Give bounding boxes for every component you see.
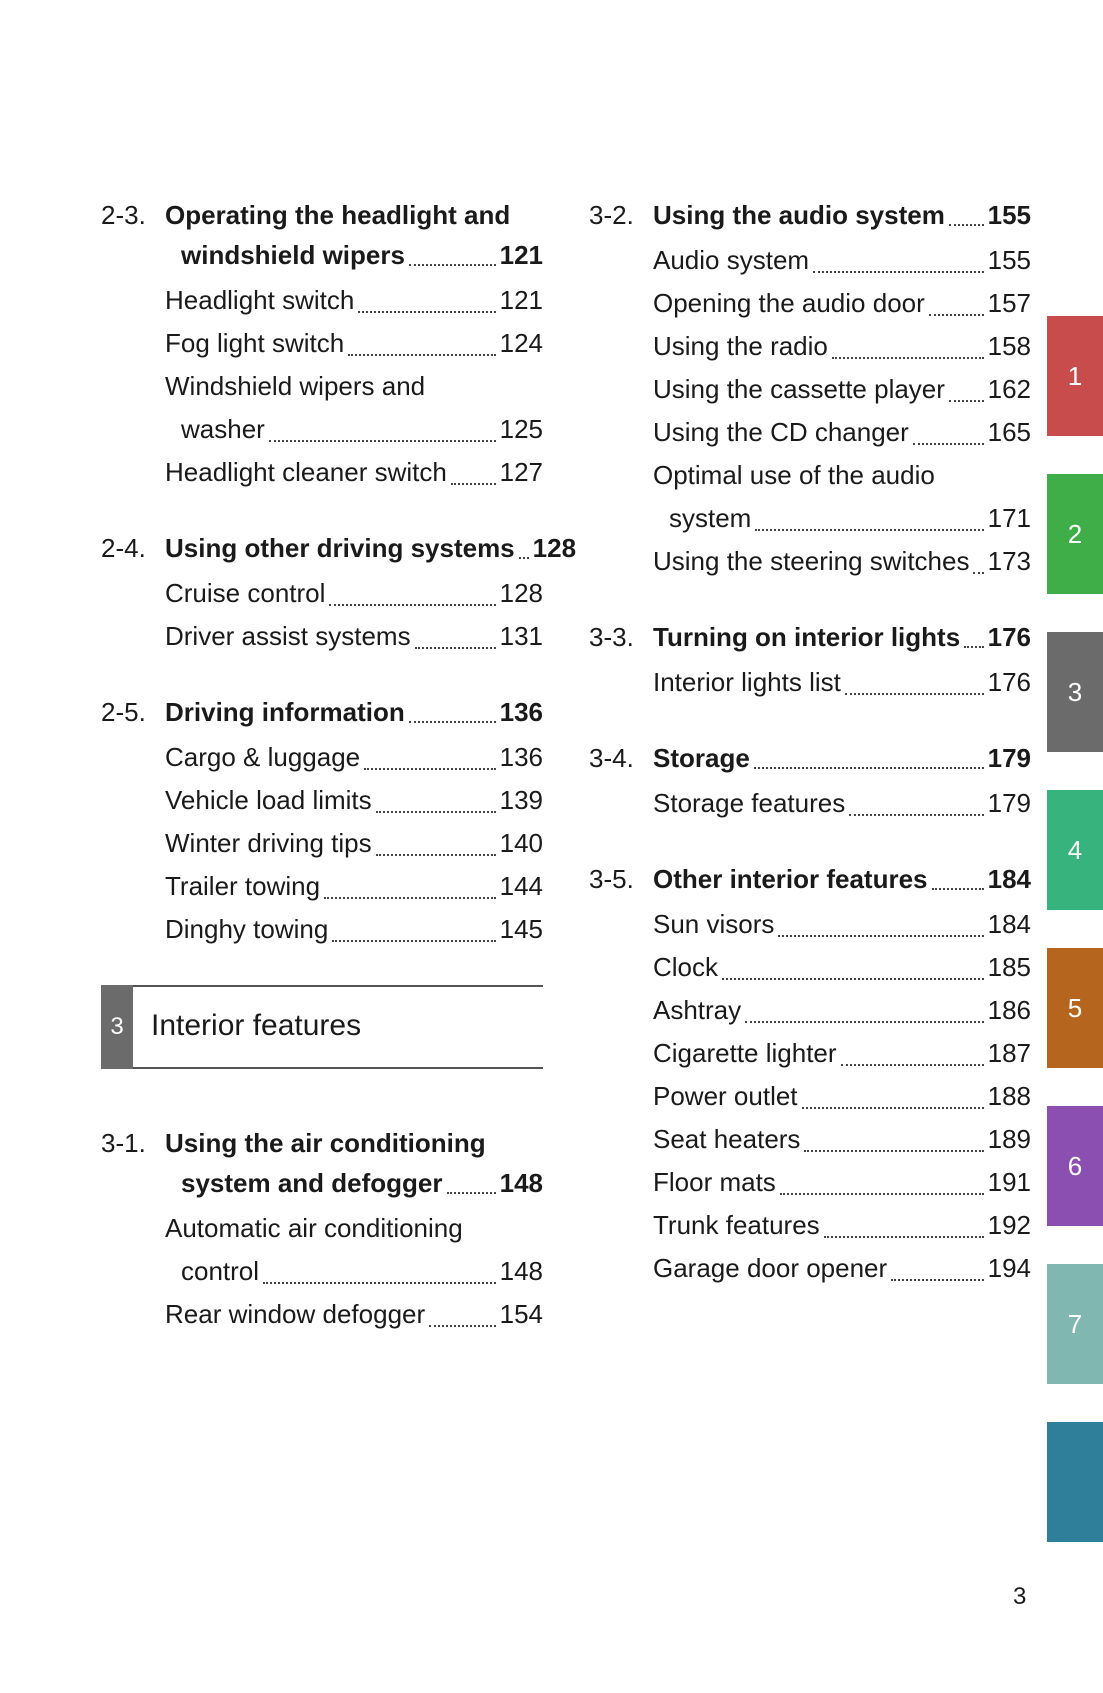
leader-dots [778,935,983,937]
toc-entry[interactable] [589,239,1031,282]
leader-dots [804,1150,983,1152]
leader-dots [348,354,495,356]
entry-page: 136 [499,742,543,772]
leader-dots [519,557,529,559]
toc-entry[interactable] [589,661,1031,704]
leader-dots [447,1192,496,1194]
chapter-number: 3 [101,985,133,1069]
entry-text: Ashtray [653,995,742,1025]
entry-page: 185 [987,952,1031,982]
toc-entry[interactable] [101,572,543,615]
entry-list [589,782,1031,825]
section-number: 3-2. [589,200,634,230]
entry-row [653,1075,1031,1118]
entry-row [165,908,543,951]
entry-list [101,736,543,951]
toc-entry[interactable] [589,1247,1031,1290]
section-title-row [653,617,1031,657]
entry-text-continued: system [669,503,752,533]
leader-dots [429,1325,495,1327]
leader-dots [329,604,495,606]
toc-entry[interactable] [101,736,543,779]
entry-page: 145 [499,914,543,944]
entry-page: 125 [499,414,543,444]
entry-text: Driver assist systems [165,621,411,651]
entry-text: Floor mats [653,1167,776,1197]
section-heading[interactable] [101,195,543,275]
toc-entry[interactable] [101,365,543,451]
entry-page: 165 [987,417,1031,447]
leader-dots [376,854,496,856]
section-page: 184 [987,864,1031,894]
entry-text: Cruise control [165,578,326,608]
entry-row [165,865,543,908]
leader-dots [409,721,496,723]
entry-row [653,1247,1031,1290]
entry-page: 121 [499,285,543,315]
leader-dots [849,814,983,816]
entry-row [653,1161,1031,1204]
section-number: 3-4. [589,743,634,773]
toc-section [101,195,543,494]
thumb-tab[interactable] [1047,1422,1103,1542]
entry-text: Using the steering switches [653,546,970,576]
entry-row [165,572,543,615]
section-number: 2-5. [101,697,146,727]
entry-page: 144 [499,871,543,901]
entry-text: Dinghy towing [165,914,329,944]
section-heading[interactable] [589,859,1031,899]
section-title-row [653,859,1031,899]
leader-dots [364,768,495,770]
leader-dots [802,1107,984,1109]
toc-entry[interactable] [589,411,1031,454]
section-title-text: Turning on interior lights [653,622,961,652]
entry-list [101,1207,543,1336]
thumb-tab[interactable]: 5 [1047,948,1103,1068]
section-title-text: Using the audio system [653,200,945,230]
entry-text: Audio system [653,245,810,275]
leader-dots [324,897,496,899]
section-page: 179 [987,743,1031,773]
entry-text: Garage door opener [653,1253,888,1283]
entry-text: Cargo & luggage [165,742,361,772]
entry-row [653,661,1031,704]
entry-row [653,989,1031,1032]
entry-text: Automatic air conditioning [165,1213,463,1243]
toc-entry[interactable] [101,1293,543,1336]
entry-page: 188 [987,1081,1031,1111]
entry-row [653,1118,1031,1161]
entry-row [165,615,543,658]
leader-dots [263,1282,496,1284]
toc-entry[interactable] [101,451,543,494]
thumb-tab[interactable]: 6 [1047,1106,1103,1226]
thumb-tab[interactable]: 3 [1047,632,1103,752]
section-title-row [165,1163,543,1203]
entry-row [653,1032,1031,1075]
entry-page: 176 [987,667,1031,697]
entry-page: 187 [987,1038,1031,1068]
section-number: 3-5. [589,864,634,894]
leader-dots [451,483,496,485]
section-title-line: Operating the headlight and [165,200,511,230]
entry-text: Trunk features [653,1210,820,1240]
entry-row [165,322,543,365]
entry-page: 179 [987,788,1031,818]
thumb-tab[interactable]: 1 [1047,316,1103,436]
section-heading[interactable] [589,738,1031,778]
section-title-text: windshield wipers [181,240,405,270]
entry-row [653,946,1031,989]
leader-dots [949,400,984,402]
entry-page: 186 [987,995,1031,1025]
toc-entry[interactable] [589,989,1031,1032]
toc-entry[interactable] [589,454,1031,540]
toc-section [101,1123,543,1336]
entry-page: 139 [499,785,543,815]
section-title [165,1123,543,1203]
section-title [653,738,1031,778]
leader-dots [415,647,496,649]
entry-row [653,239,1031,282]
entry-row [165,1293,543,1336]
entry-text: Headlight switch [165,285,355,315]
toc-entry[interactable] [589,903,1031,946]
entry-page: 140 [499,828,543,858]
toc-entry[interactable] [101,322,543,365]
section-title-text: system and defogger [181,1168,443,1198]
section-page: 121 [499,240,543,270]
entry-page: 192 [987,1210,1031,1240]
thumb-tab[interactable]: 7 [1047,1264,1103,1384]
section-number: 2-4. [101,533,146,563]
entry-text: Interior lights list [653,667,841,697]
leader-dots [824,1236,984,1238]
entry-page: 128 [499,578,543,608]
left-sections-before [101,195,577,951]
entry-text: Cigarette lighter [653,1038,837,1068]
section-number: 3-1. [101,1128,146,1158]
entry-row [653,497,1031,540]
leader-dots [964,646,983,648]
page-number: 3 [1013,1583,1027,1610]
leader-dots [722,978,984,980]
section-title [165,195,543,275]
section-heading[interactable] [101,1123,543,1203]
section-title [653,195,1031,235]
section-title [653,859,1031,899]
entry-page: 189 [987,1124,1031,1154]
entry-text: Using the radio [653,331,828,361]
leader-dots [358,311,495,313]
right-sections [589,195,1031,1290]
entry-row [653,903,1031,946]
section-title [653,617,1031,657]
section-title-text: Other interior features [653,864,928,894]
section-page: 128 [532,533,577,563]
toc-section [589,738,1031,825]
entry-page: 127 [499,457,543,487]
entry-text: Clock [653,952,719,982]
section-heading[interactable] [101,692,543,732]
entry-page: 124 [499,328,543,358]
section-title-text: Storage [653,743,750,773]
entry-list [101,279,543,494]
chapter-title: Interior features [151,1009,362,1042]
leader-dots [745,1021,983,1023]
toc-entry[interactable] [101,1207,543,1293]
entry-row [165,451,543,494]
leader-dots [841,1064,984,1066]
entry-text: Storage features [653,788,846,818]
entry-text: Seat heaters [653,1124,801,1154]
entry-text-continued: control [181,1256,260,1286]
toc-entry[interactable] [589,1075,1031,1118]
leader-dots [376,811,496,813]
toc-entry[interactable] [101,865,543,908]
entry-text: Opening the audio door [653,288,925,318]
entry-text: Windshield wipers and [165,371,426,401]
entry-row [653,540,1031,583]
entry-row [165,408,543,451]
toc-section [589,617,1031,704]
entry-text: Sun visors [653,909,775,939]
entry-page: 162 [987,374,1031,404]
entry-text: Using the cassette player [653,374,945,404]
section-title-row [165,235,543,275]
section-page: 176 [987,622,1031,652]
entry-page: 194 [987,1253,1031,1283]
entry-text: Trailer towing [165,871,321,901]
entry-text-continued: washer [181,414,265,444]
leader-dots [929,314,984,316]
leader-dots [973,572,983,574]
entry-text: Vehicle load limits [165,785,372,815]
toc-entry[interactable] [101,908,543,951]
toc-entry[interactable] [101,822,543,865]
toc-entry[interactable] [589,1161,1031,1204]
entry-page: 154 [499,1299,543,1329]
entry-row [653,282,1031,325]
section-title-row [165,528,576,568]
entry-text: Headlight cleaner switch [165,457,447,487]
entry-text: Power outlet [653,1081,798,1111]
leader-dots [949,224,984,226]
thumb-tab[interactable]: 4 [1047,790,1103,910]
toc-section [101,528,577,658]
thumb-tab[interactable]: 2 [1047,474,1103,594]
entry-list [101,572,543,658]
entry-text: Rear window defogger [165,1299,426,1329]
toc-section [589,859,1031,1290]
entry-row [165,822,543,865]
entry-row [653,1204,1031,1247]
section-title-line: Using the air conditioning [165,1128,486,1158]
section-heading[interactable] [589,617,1031,657]
toc-entry[interactable] [589,282,1031,325]
leader-dots [755,529,983,531]
leader-dots [409,264,496,266]
leader-dots [932,888,984,890]
toc-section [589,195,1031,583]
entry-row [653,325,1031,368]
entry-page: 148 [499,1256,543,1286]
section-heading[interactable] [589,195,1031,235]
toc-entry[interactable] [101,279,543,322]
section-title [165,528,576,568]
entry-row [653,411,1031,454]
right-column [589,195,1031,1324]
toc-entry[interactable] [589,1032,1031,1075]
entry-text: Optimal use of the audio [653,460,935,490]
entry-page: 173 [987,546,1031,576]
entry-page: 155 [987,245,1031,275]
section-title-row [653,738,1031,778]
entry-text: Fog light switch [165,328,345,358]
left-sections-after [101,1123,543,1336]
section-page: 155 [987,200,1031,230]
section-number: 3-3. [589,622,634,652]
toc-entry[interactable] [589,325,1031,368]
toc-entry[interactable] [589,1204,1031,1247]
chapter-header [101,985,543,1069]
entry-row [653,368,1031,411]
section-title-row [165,692,543,732]
entry-list [589,903,1031,1290]
section-title [165,692,543,732]
section-number: 2-3. [101,200,146,230]
toc-entry[interactable] [101,779,543,822]
entry-row [165,779,543,822]
leader-dots [813,271,984,273]
section-title-text: Using other driving systems [165,533,515,563]
entry-list [589,661,1031,704]
toc-entry[interactable] [589,368,1031,411]
leader-dots [269,440,496,442]
toc-entry[interactable] [589,946,1031,989]
section-page: 148 [499,1168,543,1198]
leader-dots [891,1279,983,1281]
toc-entry[interactable] [589,782,1031,825]
toc-entry[interactable] [589,1118,1031,1161]
entry-page: 191 [987,1167,1031,1197]
entry-page: 157 [987,288,1031,318]
entry-list [589,239,1031,583]
toc-entry[interactable] [101,615,543,658]
entry-row [165,279,543,322]
left-column [101,195,577,1370]
section-title-text: Driving information [165,697,405,727]
leader-dots [845,693,984,695]
entry-page: 171 [987,503,1031,533]
entry-text: Using the CD changer [653,417,909,447]
leader-dots [832,357,984,359]
section-page: 136 [499,697,543,727]
entry-page: 158 [987,331,1031,361]
leader-dots [913,443,984,445]
entry-row [165,736,543,779]
section-heading[interactable] [101,528,577,568]
leader-dots [332,940,495,942]
entry-page: 131 [499,621,543,651]
entry-row [165,1250,543,1293]
section-title-row [653,195,1031,235]
toc-entry[interactable] [589,540,1031,583]
toc-section [101,692,543,951]
entry-page: 184 [987,909,1031,939]
entry-row [653,782,1031,825]
leader-dots [754,767,984,769]
entry-text: Winter driving tips [165,828,372,858]
leader-dots [780,1193,984,1195]
